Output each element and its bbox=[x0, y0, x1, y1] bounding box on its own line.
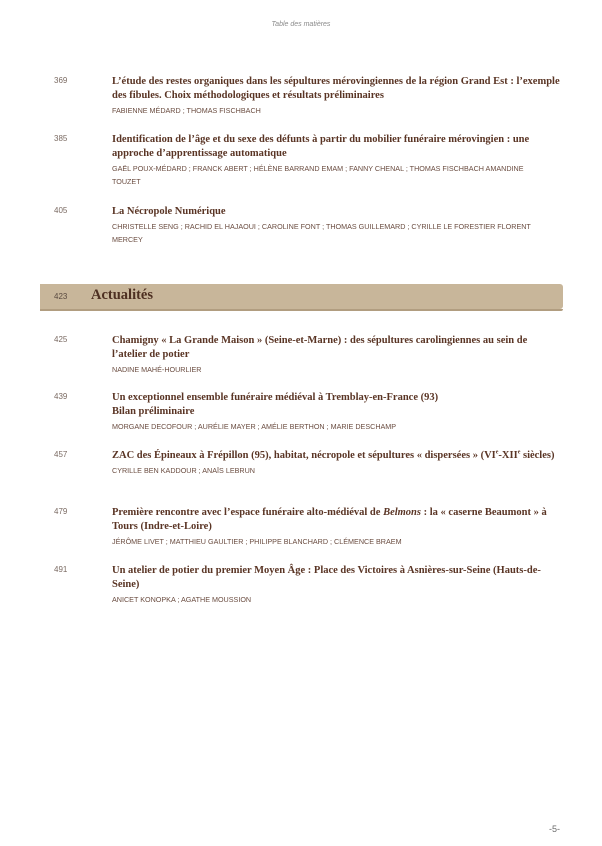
toc-entry-title[interactable] bbox=[112, 391, 562, 419]
toc-entry-authors: NADINE MAHÉ-HOURLIER bbox=[112, 365, 202, 374]
superscript: e bbox=[517, 449, 521, 456]
toc-entry-authors: ANICET KONOPKA ; AGATHE MOUSSION bbox=[112, 595, 252, 604]
toc-entry-title-line: Un exceptionnel ensemble funéraire médiéval à Tremblay-en-France (93) bbox=[112, 392, 439, 403]
toc-entry-authors: CHRISTELLE SENG ; RACHID EL HAJAOUI ; CAROLINE FONT ; THOMAS GUILLEMARD ; CYRILLE LE FORESTIER FLORENT MERCEY bbox=[112, 222, 531, 244]
toc-page-number: 425 bbox=[54, 335, 68, 344]
toc-page-number: 385 bbox=[54, 134, 68, 143]
toc-entry-body bbox=[112, 391, 562, 433]
running-header: Table des matières bbox=[271, 21, 331, 28]
toc-entry-body bbox=[112, 133, 562, 188]
toc-page-number: 479 bbox=[54, 507, 68, 516]
toc-entry-authors: GAËL POUX-MÉDARD ; FRANCK ABERT ; HÉLÈNE BARRAND EMAM ; FANNY CHENAL ; THOMAS FISCHBACH AMANDINE TOUZET bbox=[112, 164, 524, 186]
superscript: e bbox=[495, 449, 499, 456]
title-italic: Belmons bbox=[383, 507, 421, 518]
toc-entry-title[interactable] bbox=[112, 449, 562, 463]
toc-page-number: 439 bbox=[54, 392, 68, 401]
toc-page-number: 491 bbox=[54, 565, 68, 574]
toc-entry-title-line: Bilan préliminaire bbox=[112, 406, 195, 417]
toc-entry-body bbox=[112, 449, 562, 477]
toc-entry-title[interactable]: Identification de l’âge et du sexe des défunts à partir du mobilier funéraire mérovingien : une approche d’apprentissage automatique bbox=[112, 134, 530, 159]
toc-entry-body bbox=[112, 334, 562, 376]
toc-entry-title[interactable]: La Nécropole Numérique bbox=[112, 206, 226, 217]
title-text: -XII bbox=[498, 450, 518, 461]
section-title[interactable]: Actualités bbox=[91, 287, 154, 303]
toc-entry-authors: MORGANE DECOFOUR ; AURÉLIE MAYER ; AMÉLIE BERTHON ; MARIE DESCHAMP bbox=[112, 422, 397, 431]
toc-entry-body bbox=[112, 75, 562, 117]
toc-entry-title[interactable]: Un atelier de potier du premier Moyen Âge : Place des Victoires à Asnières-sur-Seine (Hauts-de-Seine) bbox=[112, 565, 541, 590]
footer-page-number: -5- bbox=[549, 824, 560, 834]
toc-entry-authors: CYRILLE BEN KADDOUR ; ANAÏS LEBRUN bbox=[112, 466, 255, 475]
toc-entry-body bbox=[112, 205, 562, 246]
title-text: Première rencontre avec l’espace funéraire alto-médiéval de bbox=[112, 507, 384, 518]
title-text: ZAC des Épineaux à Frépillon (95), habitat, nécropole et sépultures « dispersées » (VI bbox=[112, 450, 496, 461]
toc-entry-authors: JÉRÔME LIVET ; MATTHIEU GAULTIER ; PHILIPPE BLANCHARD ; CLÉMENCE BRAEM bbox=[112, 537, 402, 546]
toc-entry-authors: FABIENNE MÉDARD ; THOMAS FISCHBACH bbox=[112, 106, 261, 115]
title-text: siècles) bbox=[520, 450, 555, 461]
section-header-band bbox=[40, 284, 563, 309]
toc-page-number: 369 bbox=[54, 76, 68, 85]
section-page-number: 423 bbox=[54, 292, 68, 301]
toc-entry-title[interactable]: Chamigny « La Grande Maison » (Seine-et-Marne) : des sépultures carolingiennes au sein de l’atelier de potier bbox=[112, 335, 528, 360]
toc-entry-body bbox=[112, 564, 562, 606]
toc-entry-body bbox=[112, 506, 562, 548]
toc-page-number: 405 bbox=[54, 206, 68, 215]
toc-page-number: 457 bbox=[54, 450, 68, 459]
toc-entry-title[interactable] bbox=[112, 506, 562, 534]
title-text: : la « caserne Beaumont » à Tours (Indre-et-Loire) bbox=[112, 507, 547, 532]
toc-entry-title[interactable]: L’étude des restes organiques dans les sépultures mérovingiennes de la région Grand Est : l’exemple des fibules. Choix méthodologiques et résultats préliminaires bbox=[112, 76, 560, 101]
